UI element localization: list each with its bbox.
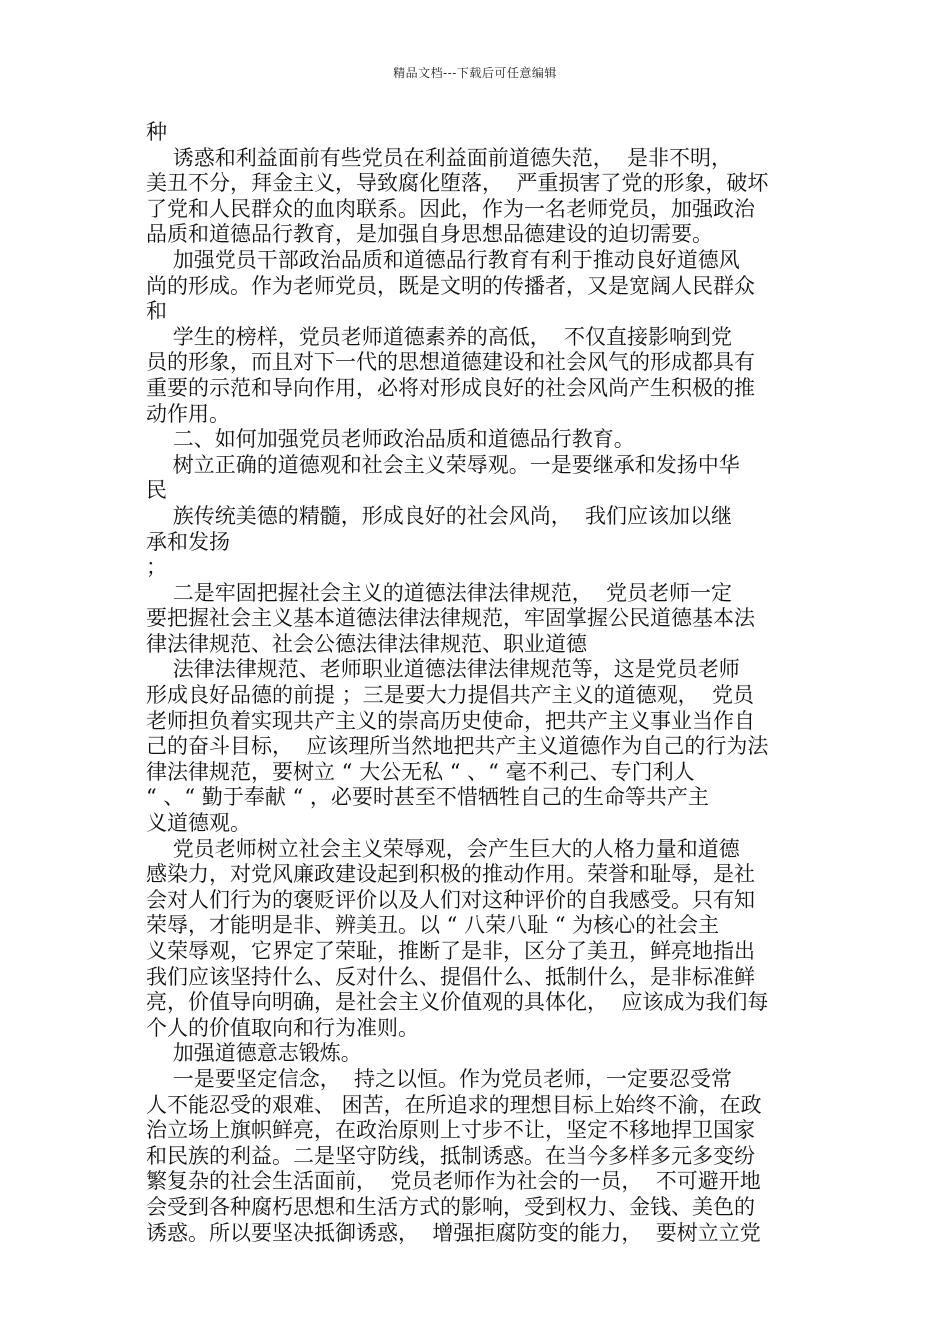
text-line: 感染力，对党风廉政建设起到积极的推动作用。荣誉和耻辱，是社 <box>146 862 755 887</box>
text-line: 老师担负着实现共产主义的崇高历史使命，把共产主义事业当作自 <box>146 708 755 733</box>
text-line: 亮，价值导向明确，是社会主义价值观的具体化， 应该成为我们每 <box>146 990 769 1015</box>
text-line: “ 、“ 勤于奉献 “ ，必要时甚至不惜牺牲自己的生命等共产主 <box>146 785 709 810</box>
text-line: 个人的价值取向和行为准则。 <box>146 1015 419 1040</box>
text-line: 义道德观。 <box>146 811 251 836</box>
text-line: 学生的榜样，党员老师道德素养的高低， 不仅直接影响到党 <box>146 324 733 349</box>
text-line: 加强党员干部政治品质和道德品行教育有利于推动良好道德风 <box>146 247 740 272</box>
section-heading: 二、如何加强党员老师政治品质和道德品行教育。 <box>146 427 635 452</box>
text-line: 人不能忍受的艰难、 困苦，在所追求的理想目标上始终不渝，在政 <box>146 1092 762 1117</box>
text-line: 我们应该坚持什么、反对什么、提倡什么、抵制什么，是非标准鲜 <box>146 964 755 989</box>
text-line: 二是牢固把握社会主义的道德法律法律规范， 党员老师一定 <box>146 580 733 605</box>
text-line: 形成良好品德的前提 ；三是要大力提倡共产主义的道德观， 党员 <box>146 683 755 708</box>
text-line: 诱惑和利益面前有些党员在利益面前道德失范， 是非不明， <box>146 145 733 170</box>
text-line: 民 <box>146 478 167 503</box>
text-line: ； <box>146 555 167 580</box>
text-line: 荣辱，才能明是非、辨美丑。以 “ 八荣八耻 “ 为核心的社会主 <box>146 913 720 938</box>
text-line: 品质和道德品行教育，是加强自身思想品德建设的迫切需要。 <box>146 222 713 247</box>
text-line: 美丑不分，拜金主义，导致腐化堕落， 严重损害了党的形象，破坏 <box>146 171 769 196</box>
text-line: 重要的示范和导向作用，必将对形成良好的社会风尚产生积极的推 <box>146 375 755 400</box>
page-header: 精品文档---下载后可任意编辑 <box>393 66 557 80</box>
text-line: 一是要坚定信念， 持之以恒。作为党员老师，一定要忍受常 <box>146 1066 733 1091</box>
text-line: 种 <box>146 120 167 144</box>
text-line: 会受到各种腐朽思想和生活方式的影响，受到权力、金钱、美色的 <box>146 1194 755 1219</box>
text-line: 要把握社会主义基本道德法律法律规范，牢固掌握公民道德基本法 <box>146 606 755 631</box>
text-line: 治立场上旗帜鲜亮，在政治原则上寸步不让，坚定不移地捍卫国家 <box>146 1118 755 1143</box>
text-line: 会对人们行为的褒贬评价以及人们对这种评价的自我感受。只有知 <box>146 887 755 912</box>
document-body <box>146 120 808 1246</box>
text-line: 党员老师树立社会主义荣辱观，会产生巨大的人格力量和道德 <box>146 836 740 861</box>
text-line: 族传统美德的精髓，形成良好的社会风尚， 我们应该加以继 <box>146 503 733 528</box>
text-line: 动作用。 <box>146 401 230 426</box>
text-line: 树立正确的道德观和社会主义荣辱观。一是要继承和发扬中华 <box>146 452 740 477</box>
text-line: 繁复杂的社会生活面前， 党员老师作为社会的一员， 不可避开地 <box>146 1169 761 1194</box>
text-line: 律法律规范、社会公德法律法律规范、职业道德 <box>146 631 587 656</box>
text-line: 承和发扬 <box>146 529 230 554</box>
text-line: 了党和人民群众的血肉联系。因此，作为一名老师党员，加强政治 <box>146 196 755 221</box>
text-line: 己的奋斗目标， 应该理所当然地把共产主义道德作为自己的行为法 <box>146 734 769 759</box>
text-line: 和民族的利益。二是坚守防线，抵制诱惑。在当今多样多元多变纷 <box>146 1143 755 1168</box>
text-line: 法律法律规范、老师职业道德法律法律规范等，这是党员老师 <box>146 657 740 682</box>
text-line: 员的形象，而且对下一代的思想道德建设和社会风气的形成都具有 <box>146 350 755 375</box>
text-line: 义荣辱观，它界定了荣耻，推断了是非，区分了美丑，鲜亮地指出 <box>146 939 755 963</box>
text-line: 和 <box>146 299 167 324</box>
section-heading: 加强道德意志锻炼。 <box>146 1041 362 1066</box>
text-line: 尚的形成。作为老师党员，既是文明的传播者，又是宽阔人民群众 <box>146 273 755 298</box>
text-line: 律法律规范，要树立 “ 大公无私 “ 、“ 毫不利己、专门利人 <box>146 759 695 784</box>
text-line: 诱惑。所以要坚决抵御诱惑， 增强拒腐防变的能力， 要树立立党 <box>146 1220 761 1245</box>
